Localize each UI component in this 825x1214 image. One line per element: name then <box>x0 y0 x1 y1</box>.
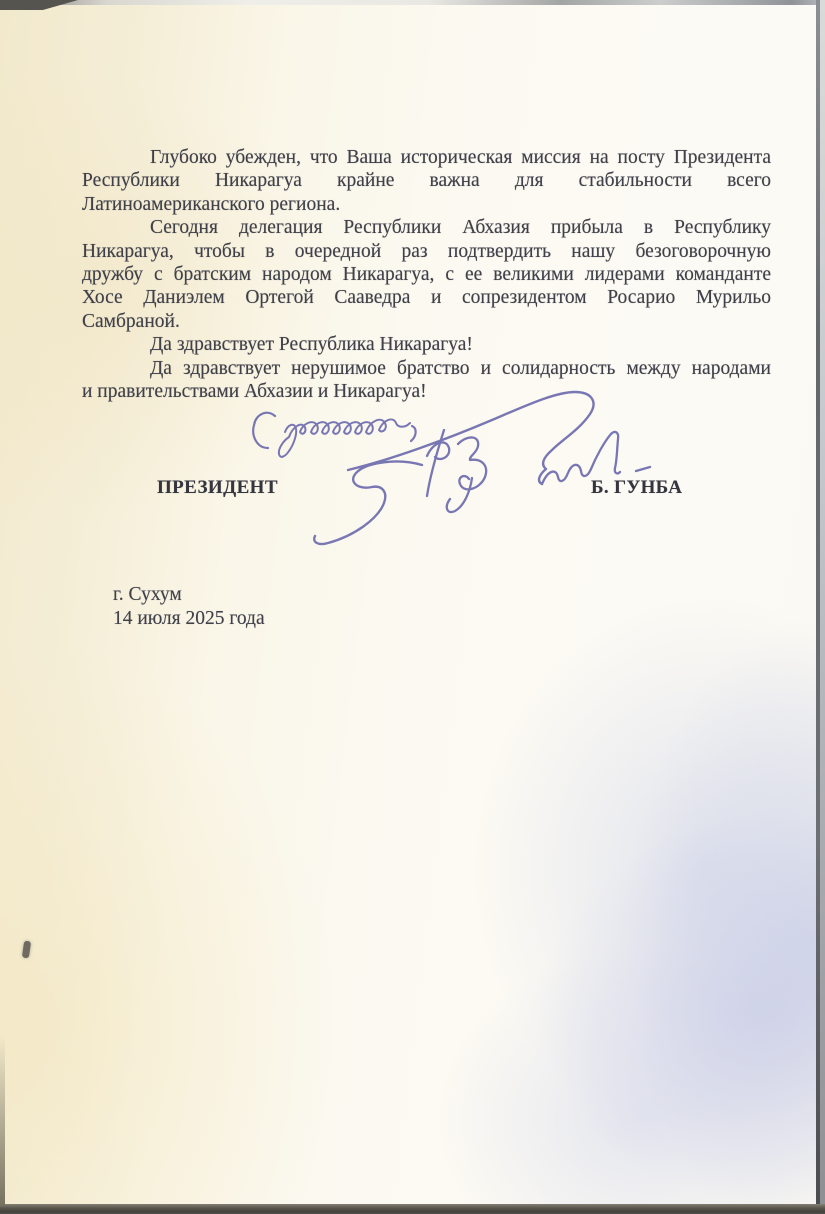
date-line: 14 июля 2025 года <box>113 608 265 629</box>
paragraph <box>82 357 771 404</box>
text-line: Латиноамериканского региона. <box>82 193 341 215</box>
ink-smudge <box>22 941 31 959</box>
text-line: Глубоко убежден, что Ваша историческая миссия на посту Президента <box>150 147 771 168</box>
signature-dash <box>636 467 650 471</box>
text-line: Да здравствует нерушимое братство и солидарность между народами <box>150 357 771 379</box>
background-right-strip <box>820 0 825 1206</box>
text-line: Республики Никарагуа крайне важна для стабильности всего <box>82 170 771 192</box>
text-line: Сегодня делегация Республики Абхазия прибыла в Республику <box>150 217 771 239</box>
text-line: дружбу с братским народом Никарагуа, с ее великими лидерами команданте <box>82 264 771 286</box>
paragraph <box>82 216 771 333</box>
paper-left-edge-bottom <box>0 1036 5 1206</box>
text-line: Самбраной. <box>82 310 180 332</box>
paragraph <box>82 333 771 356</box>
text-line: Хосе Даниэлем Ортегой Сааведра и сопрезидентом Росарио Мурильо <box>82 287 771 309</box>
signer-title: ПРЕЗИДЕНТ <box>157 477 278 498</box>
signature-tail-stroke <box>314 462 422 545</box>
signature-letters-stroke <box>427 430 486 512</box>
handwriting-word <box>279 419 410 456</box>
text-line: Да здравствует Республика Никарагуа! <box>150 334 473 356</box>
paper-top-edge <box>0 0 825 5</box>
handwriting-c-glyph <box>253 413 275 448</box>
paragraph <box>82 146 771 216</box>
background-corner-topleft <box>0 0 78 10</box>
signature-loop-stroke <box>348 392 594 484</box>
letter-body <box>82 146 771 403</box>
text-line: и правительствами Абхазии и Никарагуа! <box>82 381 427 403</box>
handwriting-comma <box>411 426 416 441</box>
signer-name: Б. ГУНБА <box>591 477 683 498</box>
text-line: Никарагуа, чтобы в очередной раз подтвердить нашу безоговорочную <box>82 240 771 262</box>
place-line: г. Сухум <box>113 584 182 605</box>
desk-bottom-strip <box>0 1204 825 1214</box>
